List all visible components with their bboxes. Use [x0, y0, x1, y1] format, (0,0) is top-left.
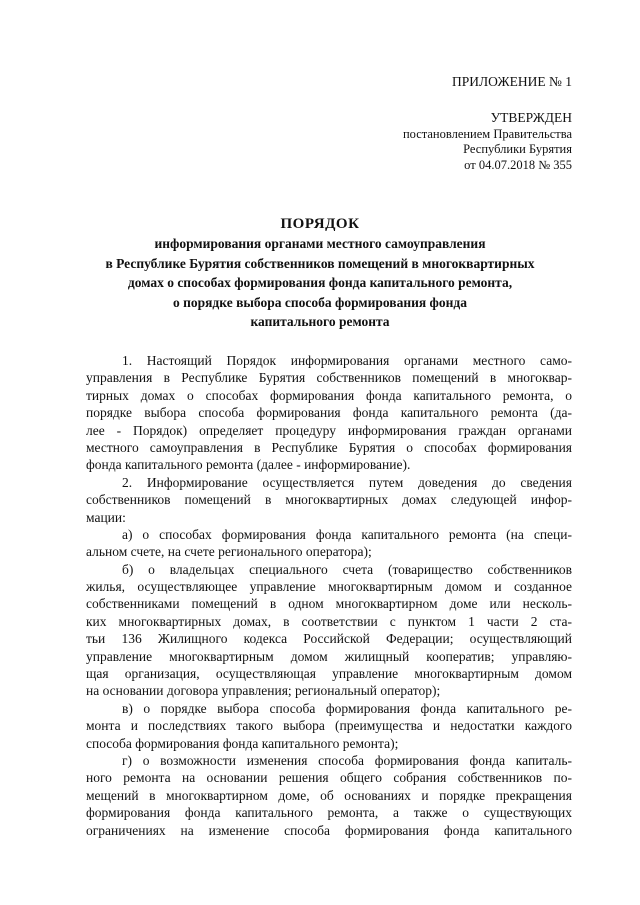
body-line: тьи 136 Жилищного кодекса Российской Федерации; осуществляющий — [86, 631, 572, 647]
body-line: мещений в многоквартирном доме, об основаниях и порядке прекращения — [86, 787, 572, 803]
body-line: фонда капитального ремонта (далее - информирование). — [86, 457, 411, 473]
body-line: б) о владельцах специального счета (товарищество собственников — [122, 561, 572, 577]
body-line: местного самоуправления в Республике Бурятия о способах формирования — [86, 439, 572, 455]
subtitle-line: домах о способах формирования фонда капитального ремонта, — [127, 275, 513, 290]
subtitle-line: о порядке выбора способа формирования фонда — [172, 294, 468, 310]
approved-by-line: постановлением Правительства — [402, 126, 572, 141]
document-subtitle — [0, 234, 640, 332]
body-line: формирования фонда капитального ремонта, а также о существующих — [86, 805, 572, 821]
subtitle-line: информирования органами местного самоуправления — [154, 236, 486, 251]
body-line: собственников помещений в многоквартирных домах следующей инфор- — [86, 492, 572, 508]
appendix-label: ПРИЛОЖЕНИЕ № 1 — [451, 74, 572, 89]
body-line: мации: — [86, 509, 126, 525]
body-line: 1. Настоящий Порядок информирования органами местного само- — [122, 353, 572, 368]
approved-label: УТВЕРЖДЕН — [490, 110, 572, 125]
approved-by-line: Республики Бурятия — [463, 142, 572, 156]
document-body — [86, 352, 572, 839]
body-line: собственниками помещений в одном многоквартирном доме или несколь- — [86, 596, 572, 612]
subtitle-line: в Республике Бурятия собственников помещений в многоквартирных — [105, 255, 535, 271]
body-line: ограничениях на изменение способа формирования фонда капитального — [86, 822, 572, 838]
body-line: на основании договора управления; региональный оператор); — [86, 683, 441, 699]
body-line: тирных домах о способах формирования фонда капитального ремонта, о — [86, 387, 572, 403]
body-line: ного ремонта на основании решения общего собрания собственников по- — [86, 770, 572, 786]
document-title: ПОРЯДОК — [280, 216, 360, 232]
document-title-block — [0, 214, 640, 332]
body-line: 2. Информирование осуществляется путем доведения до сведения — [122, 474, 572, 490]
subtitle-line: капитального ремонта — [250, 314, 390, 329]
body-line: порядке выбора способа формирования фонда капитального ремонта (да- — [86, 405, 572, 421]
body-line: а) о способах формирования фонда капитального ремонта (на специ- — [122, 526, 572, 542]
body-line: монта и последствиях такого выбора (преимущества и недостатки каждого — [86, 718, 572, 734]
body-line: альном счете, на счете регионального оператора); — [86, 544, 372, 560]
body-line: г) о возможности изменения способа формирования фонда капиталь- — [122, 752, 572, 768]
body-line: ких многоквартирных домах, в соответствии с пунктом 1 части 2 ста- — [86, 613, 572, 629]
body-line: управления в Республике Бурятия собственников помещений в многоквар- — [86, 370, 572, 386]
body-line: в) о порядке выбора способа формирования фонда капитального ре- — [122, 700, 572, 716]
body-line: жилья, осуществляющее управление многоквартирным домом и созданное — [86, 579, 572, 595]
body-line: способа формирования фонда капитального ремонта); — [86, 735, 399, 751]
body-line: лее - Порядок) определяет процедуру информирования граждан органами — [86, 422, 572, 438]
approval-block — [403, 110, 572, 173]
approved-by-line: от 04.07.2018 № 355 — [464, 157, 572, 172]
body-line: управление многоквартирным домом жилищный кооператив; управляю- — [86, 648, 572, 664]
body-line: щая организация, осуществляющая управление многоквартирным домом — [86, 666, 572, 682]
